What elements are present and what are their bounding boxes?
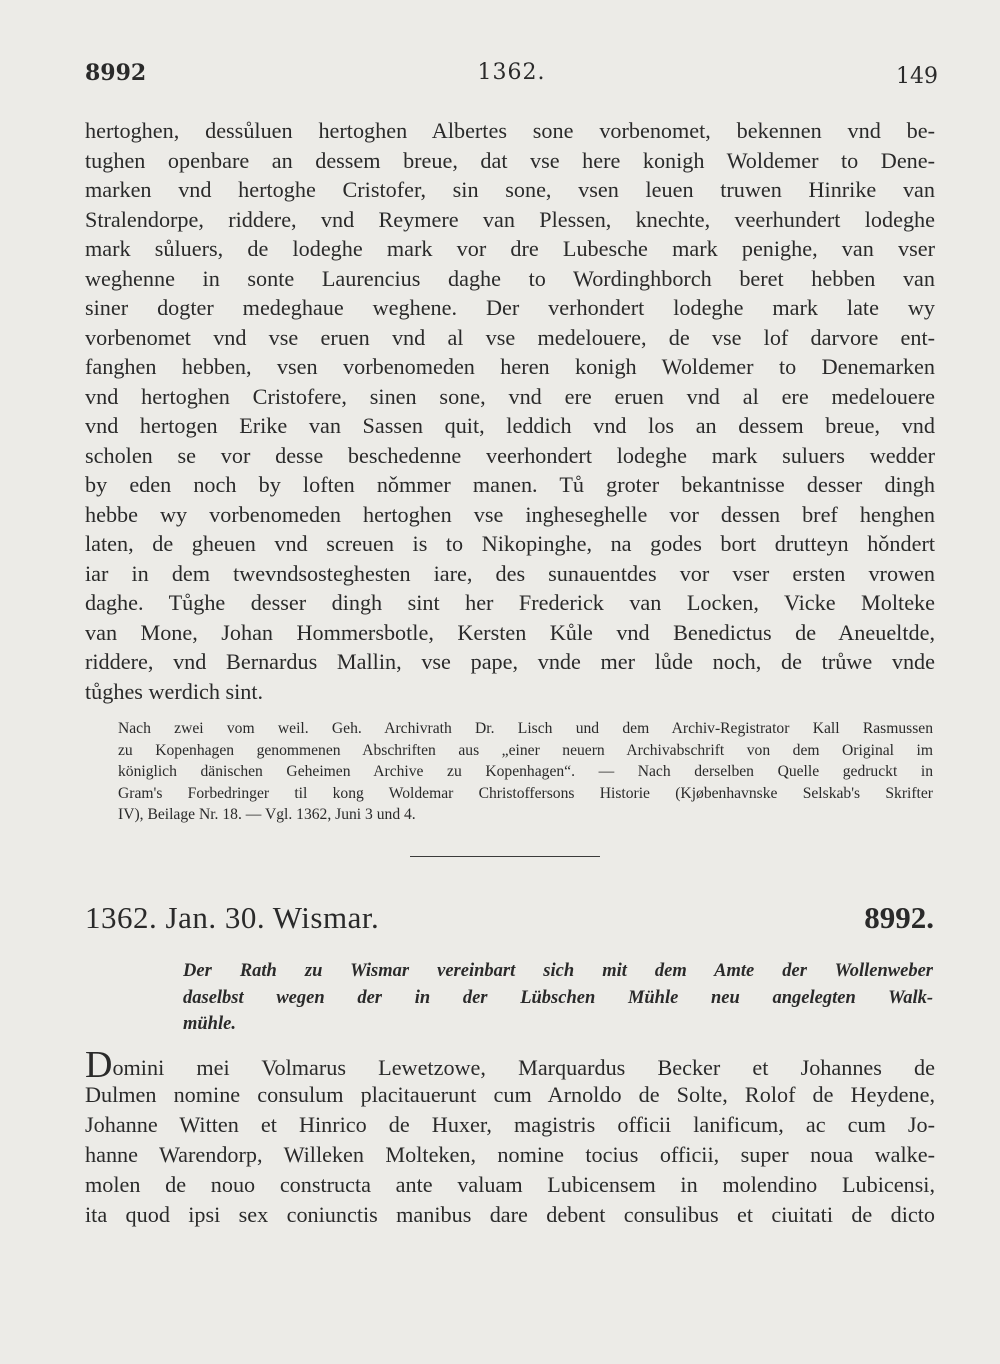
text-line: hertoghen, dessůluen hertoghen Albertes sone vorbenomet, bekennen vnd be- xyxy=(85,118,935,143)
text-line: hebbe wy vorbenomeden hertoghen vse ingheseghelle vor dessen bref henghen xyxy=(85,501,935,527)
document-date-place: 1362. Jan. 30. Wismar. xyxy=(85,900,380,935)
header-document-number: 8992 xyxy=(85,60,147,86)
text-line: weghenne in sonte Laurencius daghe to Wordinghborch beret hebben van xyxy=(85,265,935,291)
text-line: Johanne Witten et Hinrico de Huxer, magistris officii lanificum, ac cum Jo- xyxy=(85,1112,935,1137)
text-line: van Mone, Johan Hommersbotle, Kersten Kůle vnd Benedictus de Aneueltde, xyxy=(85,619,935,645)
text-line: riddere, vnd Bernardus Mallin, vse pape, vnde mer lůde noch, de trůwe vnde xyxy=(85,649,935,674)
document-heading xyxy=(85,900,934,942)
document-text xyxy=(85,1050,935,1230)
document-summary xyxy=(183,958,933,1038)
text-line: siner dogter medeghaue weghene. Der verhondert lodeghe mark late wy xyxy=(85,295,935,320)
text-line: vnd hertoghen Cristofere, sinen sone, vnd ere eruen vnd al ere medelouere xyxy=(85,383,935,409)
text-line: vnd hertogen Erike van Sassen quit, leddich vnd los an dessem breue, vnd xyxy=(85,413,935,438)
note-line: IV), Beilage Nr. 18. — Vgl. 1362, Juni 3 und 4. xyxy=(118,806,416,823)
text-line: ita quod ipsi sex coniunctis manibus dare debent consulibus et ciuitati de dicto xyxy=(85,1202,935,1227)
note-line: zu Kopenhagen genommenen Abschriften aus „einer neuern Archivabschrift von dem Original im xyxy=(118,741,933,759)
text-line: laten, de gheuen vnd screuen is to Nikopinghe, na godes bort drutteyn hǒndert xyxy=(85,531,935,556)
page-number: 149 xyxy=(896,64,938,89)
text-line: tughen openbare an dessem breue, dat vse here konigh Woldemer to Dene- xyxy=(85,147,935,173)
text-line: tůghes werdich sint. xyxy=(85,678,264,704)
summary-line: mühle. xyxy=(183,1014,236,1034)
summary-line: daselbst wegen der in der Lübschen Mühle neu angelegten Walk- xyxy=(183,987,933,1008)
note-line: Nach zwei vom weil. Geh. Archivrath Dr. Lisch und dem Archiv-Registrator Kall Rasmussen xyxy=(118,720,933,737)
source-note xyxy=(118,718,933,826)
section-divider xyxy=(410,856,600,857)
first-line-text: omini mei Volmarus Lewetzowe, Marquardus Becker et Johannes de xyxy=(112,1055,935,1080)
text-line: iar in dem twevndsosteghesten iare, des sunauentdes vor vser ersten vrowen xyxy=(85,560,935,586)
page-header xyxy=(85,60,938,92)
text-line: daghe. Tůghe desser dingh sint her Frederick van Locken, Vicke Molteke xyxy=(85,590,935,615)
text-line: fanghen hebben, vsen vorbenomeden heren konigh Woldemer to Denemarken xyxy=(85,354,935,379)
text-line: marken vnd hertoghe Cristofer, sin sone, vsen leuen truwen Hinrike van xyxy=(85,177,935,202)
text-line: hanne Warendorp, Willeken Molteken, nomine tocius officii, super noua walke- xyxy=(85,1142,935,1167)
previous-document-text xyxy=(85,116,935,706)
note-line: königlich dänischen Geheimen Archive zu Kopenhagen“. — Nach derselben Quelle gedruckt in xyxy=(118,763,933,780)
text-line: mark sůluers, de lodeghe mark vor dre Lubesche mark penighe, van vser xyxy=(85,236,935,261)
drop-initial: D xyxy=(85,1050,113,1080)
text-line: Stralendorpe, riddere, vnd Reymere van Plessen, knechte, veerhundert lodeghe xyxy=(85,206,935,232)
document-number: 8992. xyxy=(864,900,934,935)
text-line: molen de nouo constructa ante valuam Lubicensem in molendino Lubicensi, xyxy=(85,1172,935,1197)
text-line: scholen se vor desse beschedenne veerhondert lodeghe mark suluers wedder xyxy=(85,442,935,468)
text-line: by eden noch by loften nǒmmer manen. Tů groter bekantnisse desser dingh xyxy=(85,472,935,497)
text-line: Dulmen nomine consulum placitauerunt cum Arnoldo de Solte, Rolof de Heydene, xyxy=(85,1082,935,1107)
text-line: vorbenomet vnd vse eruen vnd al vse medelouere, de vse lof darvore ent- xyxy=(85,324,935,350)
summary-line: Der Rath zu Wismar vereinbart sich mit dem Amte der Wollenweber xyxy=(183,961,933,981)
note-line: Gram's Forbedringer til kong Woldemar Christoffersons Historie (Kjøbenhavnske Selskab's Skrifter xyxy=(118,784,933,802)
header-year: 1362. xyxy=(477,60,546,85)
text-line xyxy=(85,1050,935,1080)
